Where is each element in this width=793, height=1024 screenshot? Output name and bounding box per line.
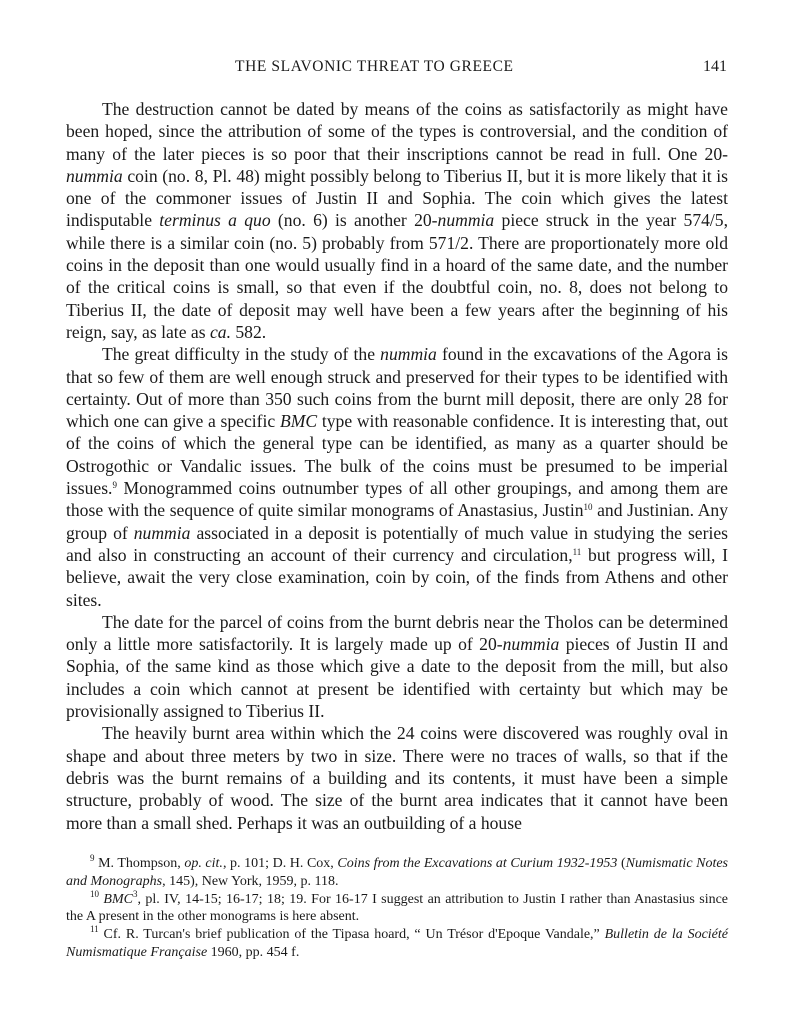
- text-run: The date for the parcel of coins from the burnt debris near the Tholos can be determined only a little more satisfactorily. It is largely made up of 20-: [66, 611, 728, 655]
- italic-term: BMC: [103, 891, 133, 907]
- text-run: 582.: [230, 321, 267, 342]
- text-run: pieces of Justin II and Sophia, of the same kind as those which give a date to the deposit from the mill, but also includes a coin which cannot at present be identified with certainty but which may be provisionally assigned to Tiberius II.: [66, 634, 729, 722]
- text-run: (no. 6) is another 20-: [270, 210, 438, 231]
- text-run: piece struck in the year 574/5, while there is a similar coin (no. 5) probably from 571/2. There are proportionately more old coins in the deposit than one would usually find in a hoard of the same date, and the number of the critical coins is small, so that even if the doubtful coin, no. 8, does not belong to Tiberius II, the date of deposit may well have been a few years after the beginning of his reign, say, as late as: [66, 210, 728, 342]
- footnote-11: [66, 926, 728, 962]
- italic-term: nummia: [502, 634, 560, 655]
- footnote-ref-9[interactable]: 9: [112, 480, 117, 491]
- text-run: M. Thompson,: [94, 856, 185, 871]
- text-run: 1960, pp. 454 f.: [207, 944, 300, 960]
- italic-title: Bulletin de la Société Numismatique Française: [66, 927, 728, 960]
- footnote-ref-11[interactable]: 11: [572, 546, 582, 557]
- italic-title: Numismatic Notes and Monographs: [66, 856, 729, 889]
- footnote-number: 11: [90, 924, 99, 935]
- footnote-9: [66, 855, 728, 891]
- page-header: [0, 58, 793, 82]
- text-run: The great difficulty in the study of the: [102, 344, 381, 365]
- running-title: THE SLAVONIC THREAT TO GREECE: [235, 58, 514, 75]
- italic-title: Coins from the Excavations at Curium 1932-1953: [337, 856, 618, 871]
- edition-superscript: 3: [132, 888, 138, 899]
- footnote-10: [66, 888, 729, 927]
- footnote-ref-10[interactable]: 10: [583, 502, 593, 513]
- text-run: (: [617, 856, 626, 871]
- italic-term: nummia: [133, 522, 191, 543]
- footnote-number: 10: [90, 888, 99, 899]
- italic-term: BMC: [279, 411, 318, 432]
- italic-term: ca.: [209, 321, 231, 342]
- text-run: , 145), New York, 1959, p. 118.: [162, 873, 339, 889]
- italic-term: nummia: [380, 344, 437, 365]
- footnotes: [66, 855, 728, 962]
- text-run: , pl. IV, 14-15; 16-17; 18; 19. For 16-17 I suggest an attribution to Justin I rather than Anastasius since the A present in the other monograms is here absent.: [66, 891, 729, 925]
- text-run: type with reasonable confidence. It is interesting that, out of the coins of which the general type can be identified, as many as a quarter should be Ostrogothic or Vandalic issues. The bulk of the coins must be presumed to be imperial issues.: [66, 411, 728, 499]
- text-run: Cf. R. Turcan's brief publication of the Tipasa hoard, “ Un Trésor d'Epoque Vandale,”: [98, 927, 605, 943]
- text-run: found in the excavations of the Agora is that so few of them are well enough struck and preserved for their types to be identified with certainty. Out of more than 350 such coins from the burnt mill deposit, there are only 28 for which one can give a specific: [66, 344, 729, 432]
- paragraph-1: [66, 98, 728, 343]
- page-number: 141: [703, 58, 727, 75]
- text-run: but progress will, I believe, await the very close examination, coin by coin, of the finds from Athens and other sites.: [66, 544, 728, 610]
- footnote-number: 9: [90, 853, 95, 863]
- italic-term: nummia: [66, 165, 123, 186]
- paragraph-3: [66, 611, 728, 722]
- italic-term: op. cit.: [184, 856, 223, 871]
- paragraph-2: [66, 343, 728, 611]
- italic-term: terminus a quo: [159, 210, 271, 231]
- body-text: [66, 98, 728, 834]
- text-run: , p. 101; D. H. Cox,: [222, 856, 338, 871]
- text-run: Monogrammed coins outnumber types of all other groupings, and among them are those with the sequence of quite similar monograms of Anastasius, Justin: [66, 478, 728, 521]
- text-run: and Justinian. Any group of: [66, 500, 728, 543]
- text-run: associated in a deposit is potentially of much value in studying the series and also in constructing an account of their currency and circulation,: [66, 522, 729, 565]
- text-run: coin (no. 8, Pl. 48) might possibly belong to Tiberius II, but it is more likely that it is one of the commoner issues of Justin II and Sophia. The coin which gives the latest indisputable: [66, 165, 728, 231]
- text-run: The destruction cannot be dated by means of the coins as satisfactorily as might have been hoped, since the attribution of some of the types is controversial, and the condition of many of the later pieces is so poor that their inscriptions cannot be read in full. One 20-: [66, 99, 728, 164]
- paragraph-4: The heavily burnt area within which the 24 coins were discovered was roughly oval in shape and about three meters by two in size. There were no traces of walls, so that if the debris was the burnt remains of a building and its contents, it must have been a simple structure, probably of wood. The size of the burnt area indicates that it cannot have been more than a small shed. Perhaps it was an outbuilding of a house: [66, 723, 728, 833]
- italic-term: nummia: [437, 210, 495, 231]
